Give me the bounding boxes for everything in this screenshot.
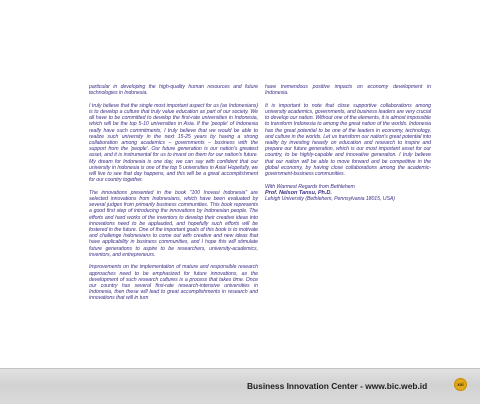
right-paragraph-2: It is important to note that close supportive collaborations among university academics, governments, and business leaders are very crucial to develop our nation. Without one of the elements, it is almost impossible to transform Indonesia to among the great nation of the worlds. Indonesia has the great potential to be one of the leaders in economy, technology, and culture in the worlds. Let us transform our nation's great potential into reality by investing heavily on education and research to inspire and prepare our future generation, which is our most important asset for our country, to be highly-capable and innovative generation. I truly believe that our nation will be able to move forward and be competitive in the global economy, by having close collaborations among the academic-government-business communities. — [265, 102, 431, 178]
signature-name: Prof. Nelson Tansu, Ph.D. — [265, 189, 332, 196]
left-paragraph-4: Improvements on the implementation of mature and responsible research approaches need to be emphasized for future innovations, as the development of such research cultures is a process that takes time. Once our country has several first-rate research-intensive universities in Indonesia, then these will lead to great accomplishments in research and innovations that will in turn — [89, 264, 258, 302]
page-number: xxi — [457, 382, 464, 387]
footer-label: Business Innovation Center - www.bic.web.id — [247, 381, 428, 391]
right-paragraph-1: have tremendous positive impacts on economy development in Indonesia. — [265, 84, 431, 97]
right-text-column — [265, 84, 431, 202]
left-paragraph-3: The innovations presented in the book "100 Inovasi Indonesia" are selected innovations from Indonesians, which have been evaluated by several judges from primarily business communities. This book represents a good first step of introducing the innovations by Indonesian people. The efforts and hard works of the inventors to develop their creative ideas into innovations need to be applauded, and hopefully such efforts will be fostered in the future. One of the important goals of this book is to motivate and challenge Indonesians to come out with creative and new ideas that have applicability in business communities, and I hope this will stimulate future generations to aspire to be researchers, university-academics, inventors, and entrepreneurs. — [89, 189, 258, 258]
left-paragraph-2: I truly believe that the single most important aspect for us (as Indonesians) is to develop a culture that truly value education as part of our society. We all have to be committed to develop the first-rate universities in Indonesia, which will be the top 5-10 universities in Asia. If the 'people' of Indonesia really have such commitments, I truly believe that we would be able to realize such university in the next 15-25 years by having a strong collaboration among academics – governments – business with the support from the 'people'. Our future generation is our nation's greatest asset, and it is instrumental for us to invest on them for our nation's future. My dream for Indonesia is one day, we can say with confident that our university in Indonesia is one of the top 5 universities in Asia! Hopefully, we will live to see that day happens, and this will be a great accomplishment for our country together. — [89, 102, 258, 184]
left-paragraph-1: particular in developing the high-quality human resources and future technologies in Indonesia. — [89, 84, 258, 97]
left-text-column — [89, 84, 258, 308]
signature-affiliation: Lehigh University (Bethlehem, Pennsylvania 18015, USA) — [265, 196, 395, 203]
signature-block — [265, 184, 431, 203]
page-number-badge — [454, 378, 467, 391]
signature-greeting: With Warmest Regards from Bethlehem — [265, 183, 355, 190]
